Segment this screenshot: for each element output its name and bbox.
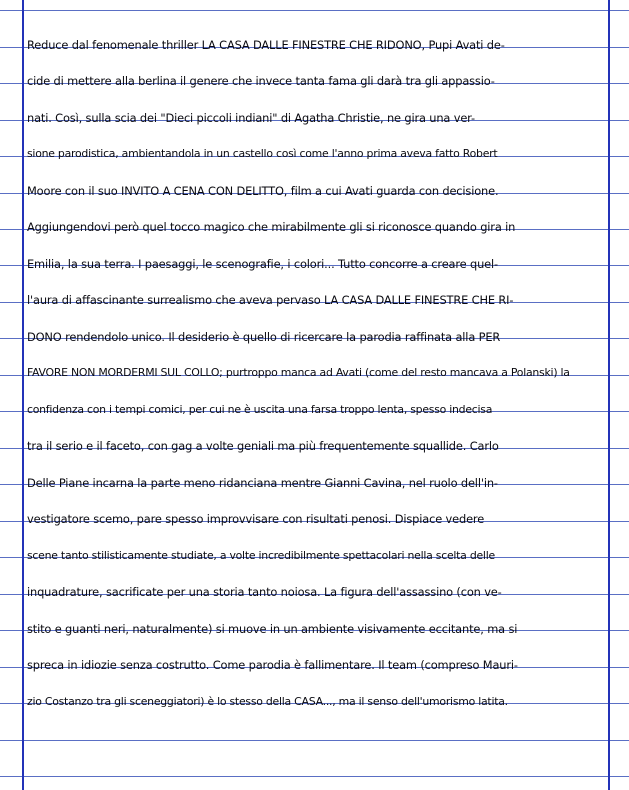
text-line-9: DONO rendendolo unico. Il desiderio è quello di ricercare la parodia raffinata alla PER [27,330,501,344]
text-line-10: FAVORE NON MORDERMI SUL COLLO; purtroppo manca ad Avati (come del resto mancava a Polanski) la [27,366,570,379]
text-line-5: Moore con il suo INVITO A CENA CON DELITTO, film a cui Avati guarda con decisione. [27,184,499,198]
text-line-19: zio Costanzo tra gli sceneggiatori) è lo stesso della CASA..., ma il senso dell'umorismo latita. [27,695,508,708]
text-line-11: confidenza con i tempi comici, per cui ne è uscita una farsa troppo lenta, spesso indecisa [27,403,493,416]
text-line-18: spreca in idiozie senza costrutto. Come parodia è fallimentare. Il team (compreso Mauri- [27,658,518,672]
text-line-16: inquadrature, sacrificate per una storia tanto noiosa. La figura dell'assassino (con ve- [27,585,502,599]
text-line-17: stito e guanti neri, naturalmente) si muove in un ambiente visivamente eccitante, ma si [27,622,518,636]
text-line-14: vestigatore scemo, pare spesso improvvisare con risultati penosi. Dispiace vedere [27,512,485,526]
text-line-15: scene tanto stilisticamente studiate, a volte incredibilmente spettacolari nella scelta delle [27,549,495,562]
right-margin-line [608,0,610,790]
text-line-6: Aggiungendovi però quel tocco magico che mirabilmente gli si riconosce quando gira in [27,220,516,234]
text-line-1: Reduce dal fenomenale thriller LA CASA DALLE FINESTRE CHE RIDONO, Pupi Avati de- [27,38,505,52]
ruled-line [0,776,629,777]
text-line-3: nati. Così, sulla scia dei "Dieci piccoli indiani" di Agatha Christie, ne gira una ver- [27,111,475,125]
text-line-7: Emilia, la sua terra. I paesaggi, le scenografie, i colori... Tutto concorre a creare quel- [27,257,498,271]
text-line-8: l'aura di affascinante surrealismo che aveva pervaso LA CASA DALLE FINESTRE CHE RI- [27,293,514,307]
ruled-line [0,740,629,741]
left-margin-line [22,0,24,790]
text-line-2: cide di mettere alla berlina il genere che invece tanta fama gli darà tra gli appassio- [27,74,495,88]
text-line-13: Delle Piane incarna la parte meno ridanciana mentre Gianni Cavina, nel ruolo dell'in- [27,476,498,490]
text-line-4: sione parodistica, ambientandola in un castello così come l'anno prima aveva fatto Robert [27,147,498,160]
text-line-12: tra il serio e il faceto, con gag a volte geniali ma più frequentemente squallide. Carlo [27,439,499,453]
ruled-line [0,10,629,11]
